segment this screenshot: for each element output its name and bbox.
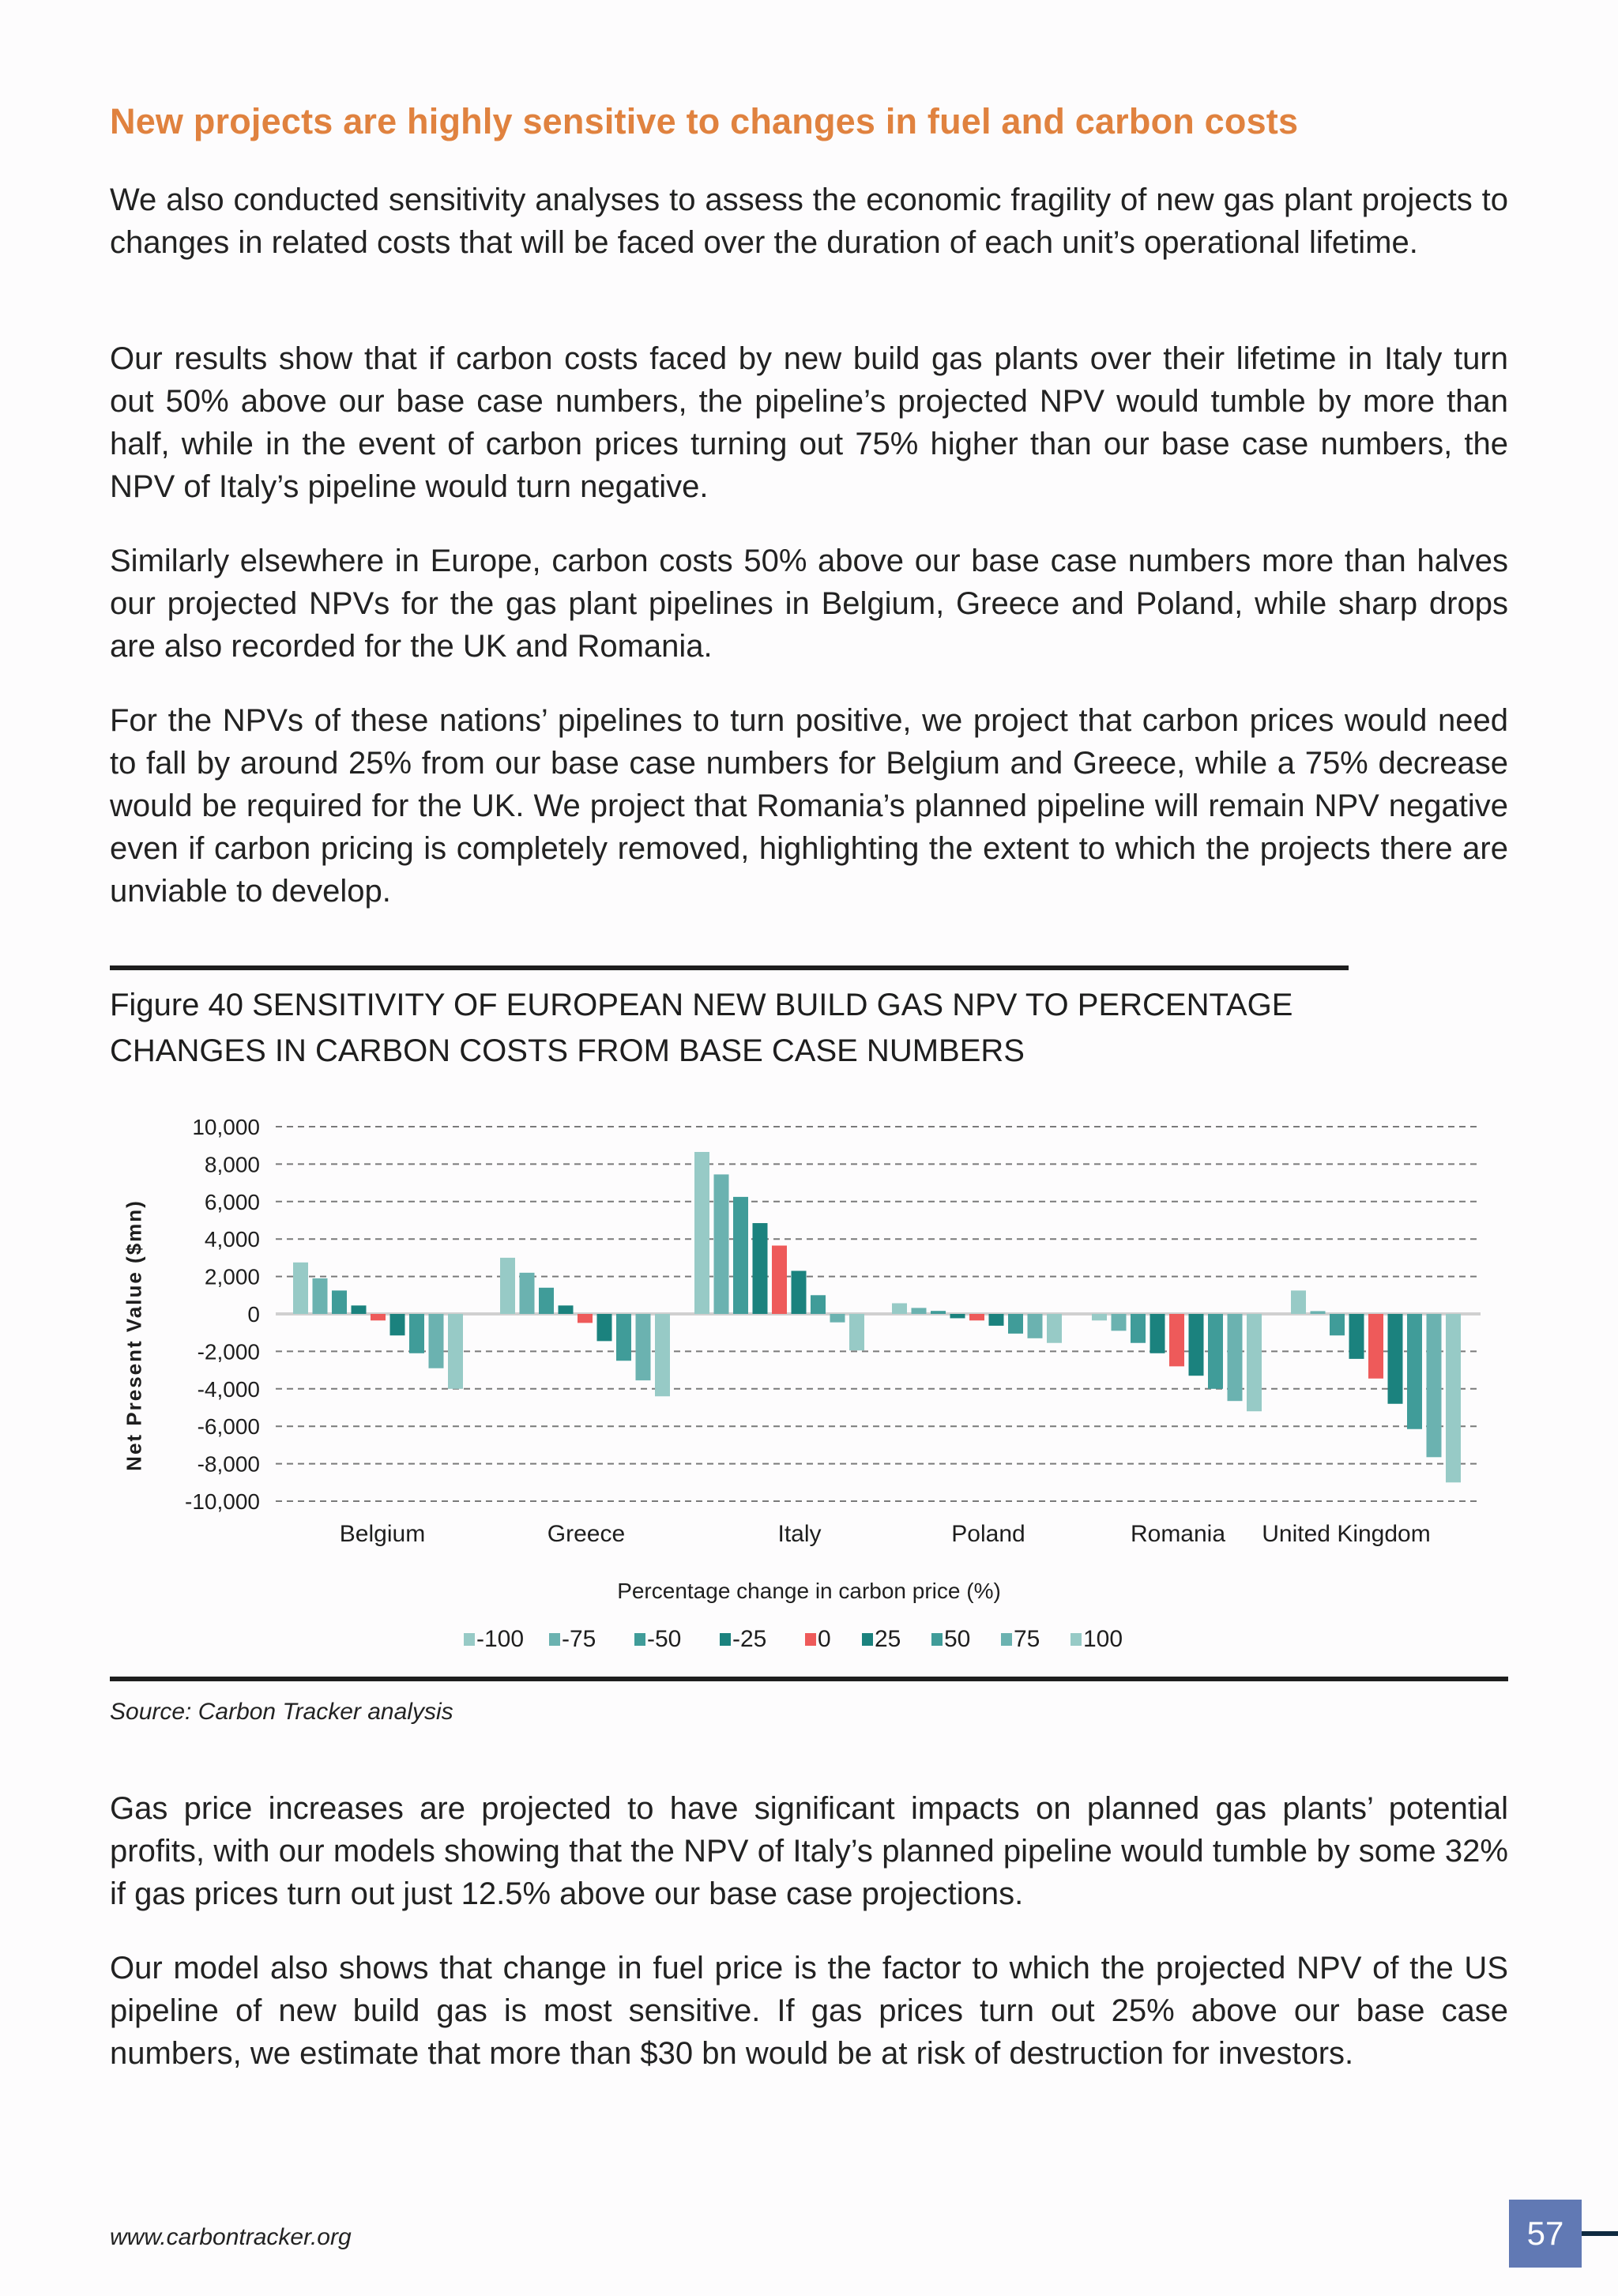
bar (616, 1314, 631, 1361)
bar (1131, 1314, 1146, 1343)
bar (539, 1288, 554, 1314)
figure-source: Source: Carbon Tracker analysis (110, 1699, 453, 1725)
bar (429, 1314, 444, 1368)
legend-label: -50 (647, 1626, 682, 1652)
y-tick-label: 2,000 (204, 1264, 260, 1289)
bar (313, 1278, 328, 1314)
bar (714, 1174, 729, 1314)
legend-swatch (805, 1633, 816, 1646)
bar (1028, 1314, 1043, 1338)
bar (1247, 1314, 1262, 1411)
bar (1349, 1314, 1364, 1359)
bar (390, 1314, 405, 1335)
bar (352, 1305, 367, 1314)
paragraph-6: Our model also shows that change in fuel price is the factor to which the projected NPV of the US pipeline of new build gas is most sensitive. If gas prices turn out 25% above our base case numbers, we estimate that more than $30 bn would be at risk of destruction for investors. (110, 1951, 1508, 2071)
paragraph-4: For the NPVs of these nations’ pipelines to turn positive, we project that carbon prices would need to fall by around 25% from our base case numbers for Belgium and Greece, while a 75% decrease would be required for the UK. We project that Romania’s planned pipeline will remain NPV negative even if carbon pricing is completely removed, highlighting the extent to which the projects there are unviable to develop. (110, 703, 1508, 909)
bar (409, 1314, 424, 1353)
legend-label: 100 (1083, 1626, 1123, 1652)
bar-chart (110, 1102, 1508, 1655)
x-category-label: Romania (1130, 1521, 1226, 1547)
legend-label: 0 (818, 1626, 831, 1652)
x-category-label: Poland (951, 1521, 1025, 1547)
legend-swatch (931, 1633, 943, 1646)
bar (655, 1314, 670, 1396)
legend-label: 50 (944, 1626, 971, 1652)
bar (1189, 1314, 1204, 1376)
bar (912, 1308, 927, 1314)
legend-swatch (464, 1633, 475, 1646)
y-tick-label: 4,000 (204, 1227, 260, 1252)
paragraph-5: Gas price increases are projected to have significant impacts on planned gas plants’ potential profits, with our models showing that the NPV of Italy’s planned pipeline would tumble by some 32% if gas prices turn out just 12.5% above our base case projections. (110, 1791, 1508, 1911)
paragraph-2: Our results show that if carbon costs faced by new build gas plants over their lifetime in Italy turn out 50% above our base case numbers, the pipeline’s projected NPV would tumble by more than half, while in the event of carbon prices turning out 75% higher than our base case numbers, the NPV of Italy’s pipeline would turn negative. (110, 341, 1508, 504)
y-tick-label: 10,000 (192, 1115, 260, 1139)
x-axis-title: Percentage change in carbon price (%) (617, 1579, 1001, 1603)
y-tick-label: -6,000 (197, 1414, 260, 1440)
page-edge-line (1582, 2231, 1618, 2236)
legend-label: -100 (476, 1626, 525, 1652)
bar (332, 1290, 347, 1314)
bar (849, 1314, 864, 1350)
bar (830, 1314, 845, 1323)
bar (1446, 1314, 1461, 1482)
bar (1330, 1314, 1345, 1335)
bar (1208, 1314, 1223, 1389)
bar (636, 1314, 651, 1380)
bar (597, 1314, 612, 1341)
legend-label: -75 (562, 1626, 596, 1652)
y-axis-label: Net Present Value ($mn) (122, 1199, 146, 1471)
bar (1368, 1314, 1383, 1379)
bar (1169, 1314, 1184, 1366)
bar (520, 1273, 535, 1314)
bar (1112, 1314, 1127, 1331)
x-category-label: United Kingdom (1262, 1521, 1431, 1547)
y-tick-label: -4,000 (197, 1376, 260, 1402)
bar (772, 1245, 787, 1314)
bar (500, 1258, 515, 1314)
y-tick-label: 0 (247, 1302, 260, 1327)
figure-top-rule (110, 965, 1349, 970)
y-tick-label: -10,000 (185, 1489, 260, 1514)
bar (448, 1314, 463, 1389)
x-category-label: Italy (777, 1521, 822, 1547)
figure-title: Figure 40 SENSITIVITY OF EUROPEAN NEW BUILD GAS NPV TO PERCENTAGE CHANGES IN CARBON COSTS FROM BASE CASE NUMBERS (110, 988, 1293, 1068)
bar (733, 1197, 748, 1314)
bar (811, 1295, 826, 1314)
bar (1427, 1314, 1442, 1457)
y-tick-label: -8,000 (197, 1451, 260, 1477)
bar (1388, 1314, 1403, 1404)
bar (578, 1314, 593, 1323)
x-category-label: Belgium (339, 1521, 426, 1547)
bar (694, 1152, 709, 1314)
bar (989, 1314, 1004, 1326)
bar (753, 1223, 768, 1314)
bar (969, 1314, 984, 1320)
bar (1008, 1314, 1023, 1334)
bar (792, 1270, 807, 1314)
bar (892, 1303, 907, 1314)
bar (1291, 1290, 1306, 1314)
figure-bottom-rule (110, 1677, 1508, 1681)
bar (1228, 1314, 1243, 1401)
paragraph-1: We also conducted sensitivity analyses to assess the economic fragility of new gas plant projects to changes in related costs that will be faced over the duration of each unit’s operational lifetime. (110, 183, 1508, 260)
bar (1311, 1311, 1326, 1314)
legend-label: 75 (1014, 1626, 1040, 1652)
footer-url[interactable]: www.carbontracker.org (110, 2224, 352, 2250)
bar (1150, 1314, 1165, 1353)
bar (559, 1305, 574, 1314)
bar (931, 1311, 946, 1314)
legend-swatch (1071, 1633, 1082, 1646)
legend-swatch (862, 1633, 873, 1646)
bar (293, 1263, 308, 1314)
legend-swatch (720, 1633, 731, 1646)
legend-label: 25 (875, 1626, 901, 1652)
paragraph-3: Similarly elsewhere in Europe, carbon costs 50% above our base case numbers more than halves our projected NPVs for the gas plant pipelines in Belgium, Greece and Poland, while sharp drops are also recorded for the UK and Romania. (110, 544, 1508, 664)
bar (1407, 1314, 1422, 1429)
page-number-badge: 57 (1509, 2200, 1582, 2268)
y-tick-label: 8,000 (204, 1152, 260, 1177)
bar (371, 1314, 386, 1320)
bar (1092, 1314, 1107, 1320)
y-tick-label: 6,000 (204, 1189, 260, 1214)
legend-swatch (634, 1633, 645, 1646)
x-category-label: Greece (547, 1521, 626, 1547)
section-heading: New projects are highly sensitive to changes in fuel and carbon costs (110, 101, 1299, 141)
legend-swatch (549, 1633, 560, 1646)
bar (950, 1314, 965, 1318)
legend-label: -25 (732, 1626, 767, 1652)
bar (1047, 1314, 1062, 1343)
y-tick-label: -2,000 (197, 1339, 260, 1364)
legend-swatch (1001, 1633, 1012, 1646)
